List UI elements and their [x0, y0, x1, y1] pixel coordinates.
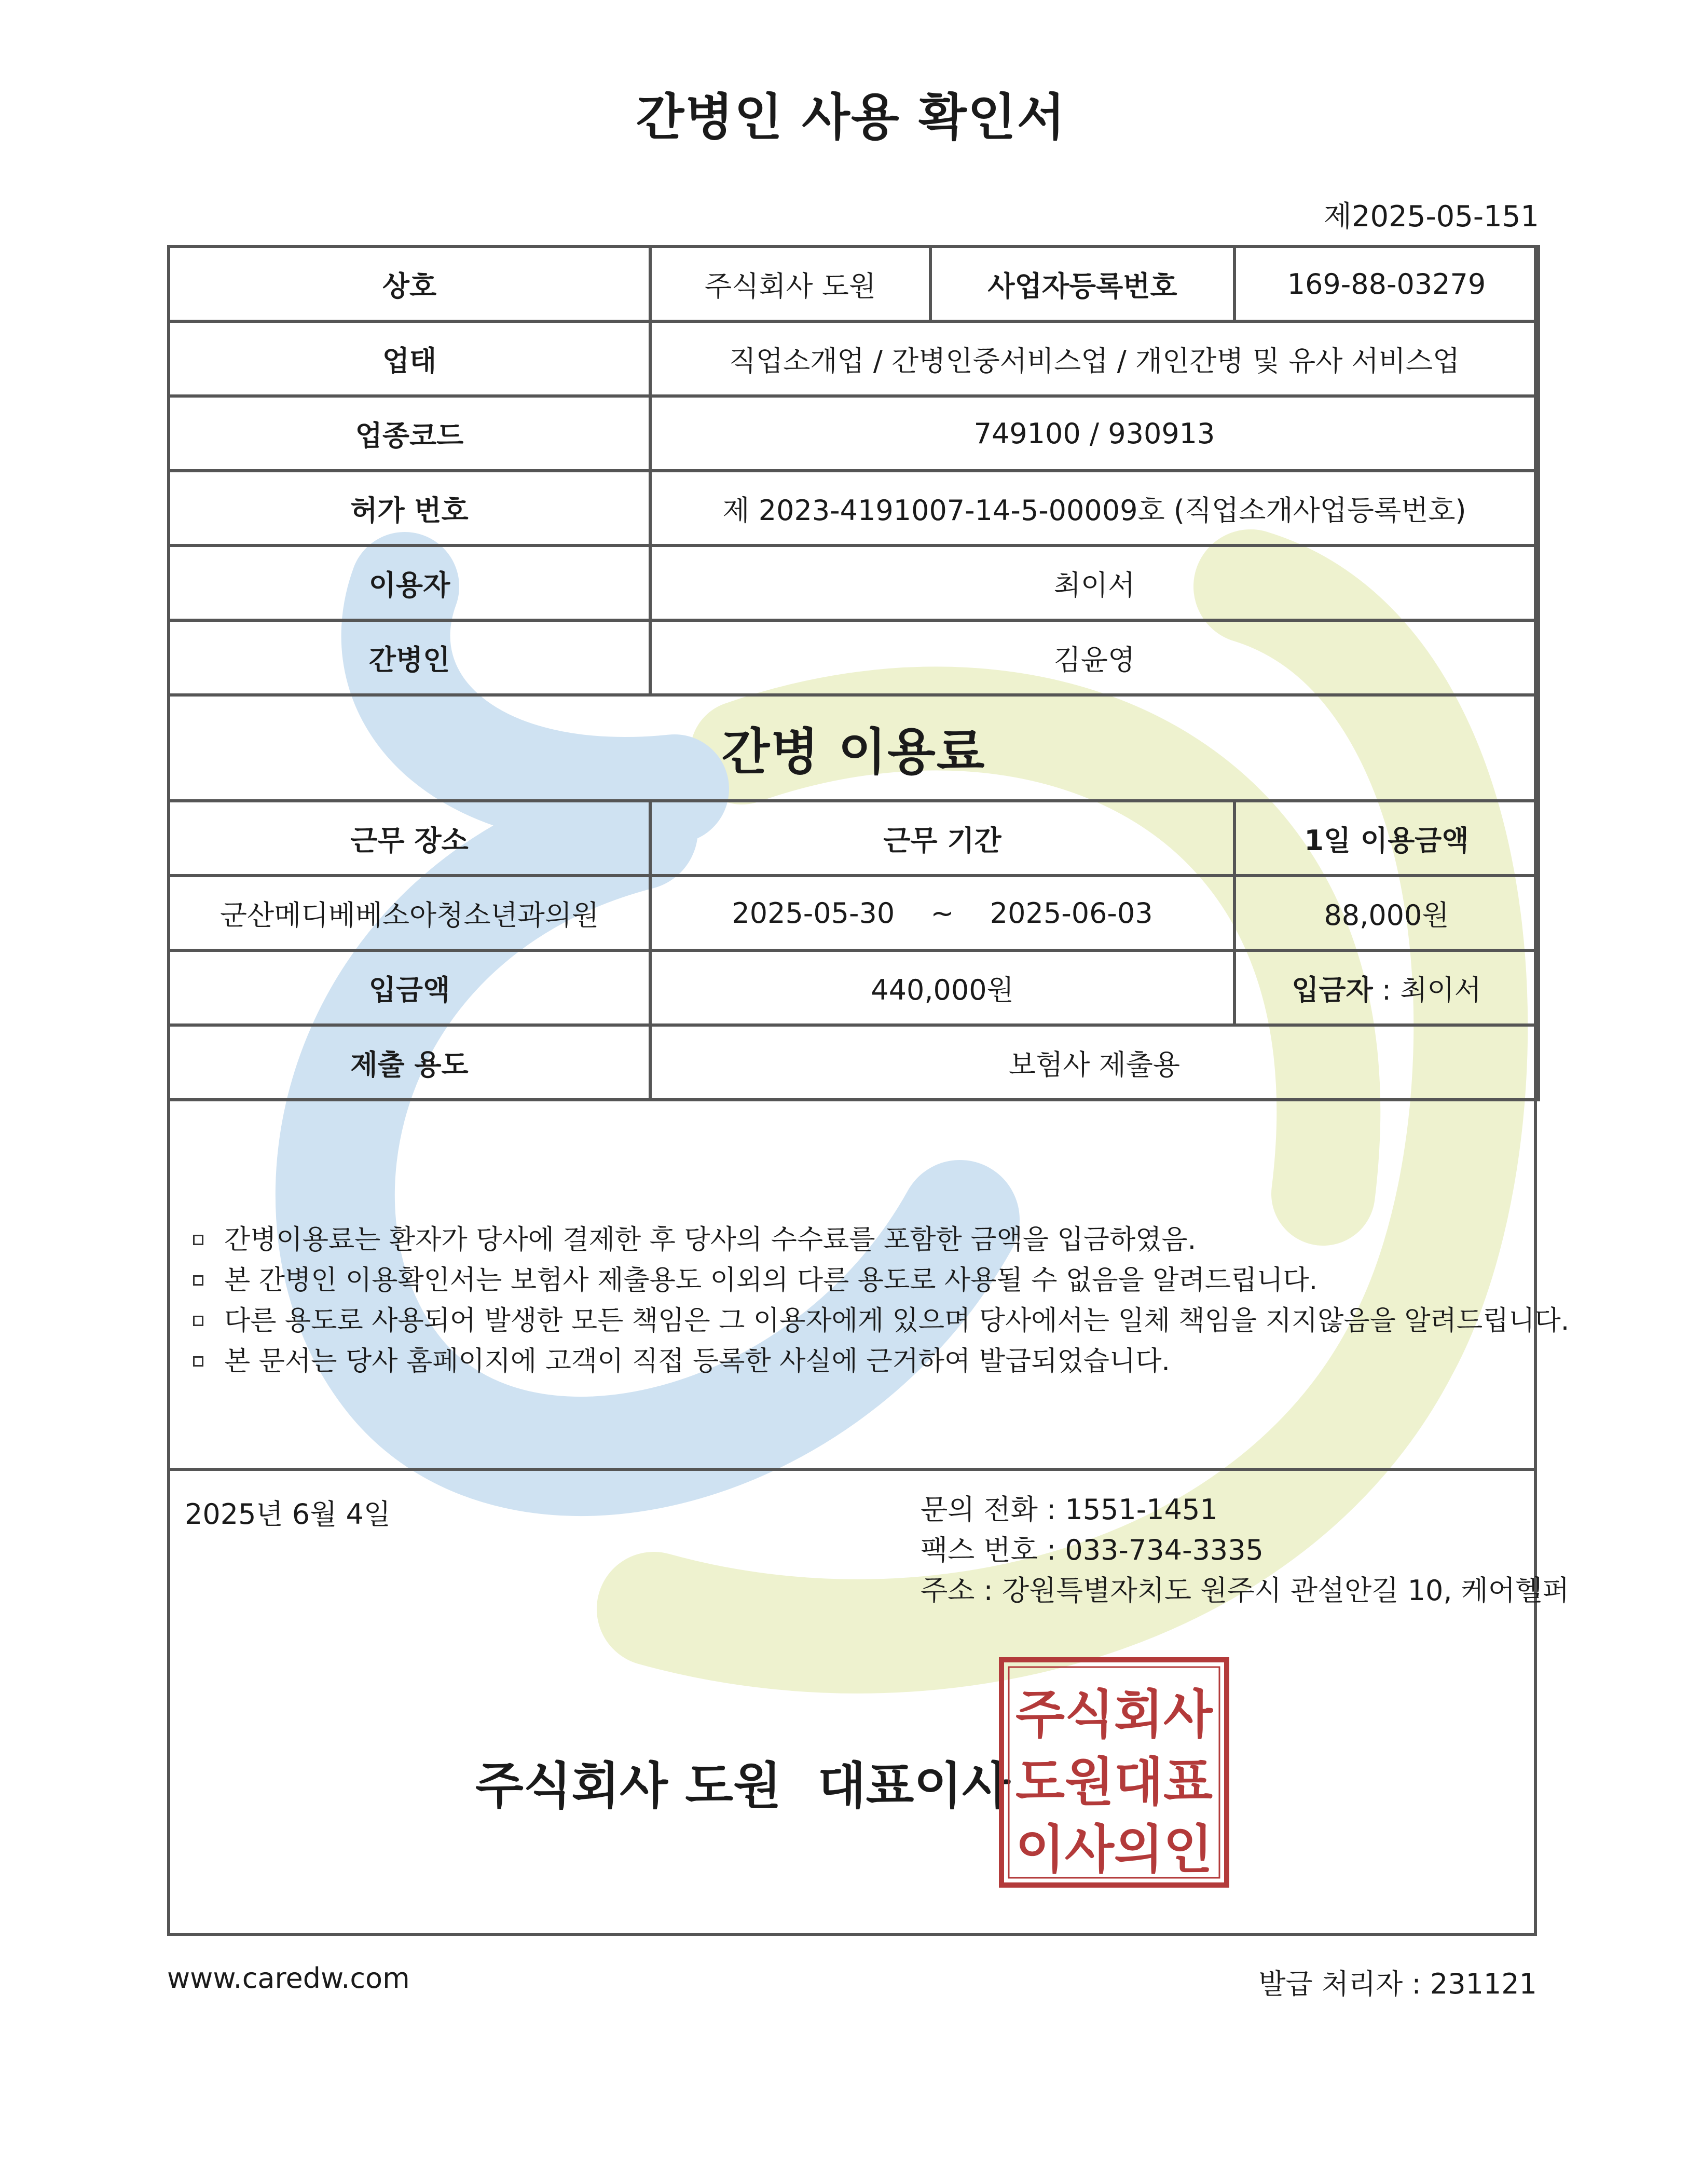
contact-address: 주소 : 강원특별자치도 원주시 관설안길 10, 케어헬퍼 [921, 1574, 1570, 1607]
company-name-label: 상호 [169, 247, 650, 321]
depositor-label: 입금자 [1292, 973, 1373, 1006]
seal-line-2: 도원대표 [1015, 1752, 1213, 1812]
user-label: 이용자 [169, 545, 650, 620]
signature-title: 대표이사 [817, 1757, 1010, 1815]
workplace-value: 군산메디베베소아청소년과의원 [169, 876, 650, 950]
table-row [169, 876, 1539, 950]
square-bullet-icon [193, 1235, 203, 1245]
issuer-id: 발급 처리자 : 231121 [1258, 1968, 1537, 2000]
table-row [169, 801, 1539, 876]
list-item [193, 1220, 1569, 1260]
depositor-separator: : [1372, 973, 1401, 1006]
table-row [169, 545, 1539, 620]
industry-code-label: 업종코드 [169, 396, 650, 471]
contact-fax: 팩스 번호 : 033-734-3335 [921, 1534, 1264, 1566]
table-row [169, 247, 1539, 321]
table-row [169, 620, 1539, 695]
business-number-value: 169-88-03279 [1234, 247, 1539, 321]
workplace-header: 근무 장소 [169, 801, 650, 876]
seal-line-1: 주식회사 [1015, 1684, 1214, 1745]
table-row [169, 321, 1539, 396]
period-end: 2025-06-03 [990, 896, 1153, 930]
license-number-label: 허가 번호 [169, 471, 650, 545]
info-table [167, 245, 1540, 1101]
section-divider [167, 1468, 1537, 1471]
company-name-value: 주식회사 도원 [650, 247, 930, 321]
square-bullet-icon [193, 1316, 203, 1326]
list-item [193, 1301, 1569, 1341]
purpose-value: 보험사 제출용 [650, 1025, 1539, 1100]
seal-line-3: 이사의인 [1015, 1819, 1213, 1880]
table-row [169, 1025, 1539, 1100]
deposit-label: 입금액 [169, 950, 650, 1025]
daily-fee-header: 1일 이용금액 [1234, 801, 1539, 876]
notice-text: 다른 용도로 사용되어 발생한 모든 책임은 그 이용자에게 있으며 당사에서는 일체 책임을 지지않음을 알려드립니다. [224, 1305, 1570, 1336]
industry-code-value: 749100 / 930913 [650, 396, 1539, 471]
table-row [169, 950, 1539, 1025]
document-title: 간병인 사용 확인서 [636, 88, 1066, 146]
contact-phone: 문의 전화 : 1551-1451 [921, 1493, 1218, 1526]
signature-line [475, 1746, 1010, 1818]
company-seal [997, 1656, 1231, 1889]
list-item [193, 1341, 1569, 1382]
table-row [169, 695, 1539, 801]
signature-company: 주식회사 도원 [475, 1757, 781, 1815]
depositor-value: 최이서 [1400, 973, 1481, 1006]
caregiver-label: 간병인 [169, 620, 650, 695]
notice-text: 본 간병인 이용확인서는 보험사 제출용도 이외의 다른 용도로 사용될 수 없음을 알려드립니다. [224, 1265, 1318, 1296]
purpose-label: 제출 용도 [169, 1025, 650, 1100]
daily-fee-value: 88,000원 [1234, 876, 1539, 950]
period-separator: ~ [930, 896, 954, 930]
square-bullet-icon [193, 1275, 203, 1286]
list-item [193, 1260, 1569, 1301]
business-type-value: 직업소개업 / 간병인중서비스업 / 개인간병 및 유사 서비스업 [650, 321, 1539, 396]
issue-date: 2025년 6월 4일 [185, 1498, 391, 1531]
business-type-label: 업태 [169, 321, 650, 396]
deposit-value: 440,000원 [650, 950, 1234, 1025]
square-bullet-icon [193, 1356, 203, 1367]
user-value: 최이서 [650, 545, 1539, 620]
notice-text: 본 문서는 당사 홈페이지에 고객이 직접 등록한 사실에 근거하여 발급되었습니다. [224, 1346, 1170, 1377]
license-number-value: 제 2023-4191007-14-5-00009호 (직업소개사업등록번호) [650, 471, 1539, 545]
contact-info [921, 1490, 1569, 1611]
fee-section-title: 간병 이용료 [169, 695, 1539, 801]
document-number: 제2025-05-151 [1323, 200, 1539, 234]
business-number-label: 사업자등록번호 [930, 247, 1234, 321]
caregiver-value: 김윤영 [650, 620, 1539, 695]
period-start: 2025-05-30 [732, 896, 895, 930]
table-row [169, 471, 1539, 545]
notice-text: 간병이용료는 환자가 당사에 결제한 후 당사의 수수료를 포함한 금액을 입금하였음. [224, 1224, 1197, 1255]
table-row [169, 396, 1539, 471]
notice-list [193, 1220, 1569, 1382]
depositor-cell [1234, 950, 1539, 1025]
work-period-value [650, 876, 1234, 950]
work-period-header: 근무 기간 [650, 801, 1234, 876]
website-link[interactable]: www.caredw.com [167, 1962, 410, 1995]
